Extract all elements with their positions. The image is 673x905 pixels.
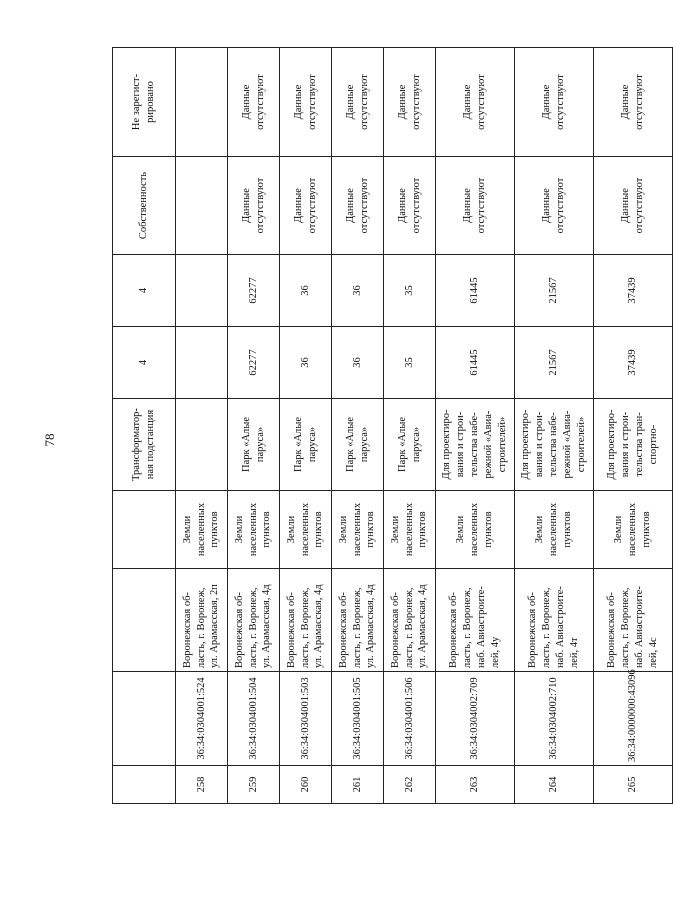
cell-area-b: 37439 xyxy=(594,255,673,327)
table-row xyxy=(384,48,436,804)
cell-registration: Данные отсутствуют xyxy=(228,48,280,157)
cell-area-b: 61445 xyxy=(436,255,515,327)
cell-area-a: 36 xyxy=(332,327,384,399)
cell-area-a xyxy=(176,327,228,399)
cell-cadastral: 36:34:0304001:503 xyxy=(280,672,332,766)
cell-permitted-use: Для проектиро- вания и строи- тельства набе- режной «Авиа- строителей» xyxy=(436,399,515,491)
cell-registration: Данные отсутствуют xyxy=(515,48,594,157)
cell-number: 260 xyxy=(280,766,332,804)
cell-cadastral: 36:34:0304001:506 xyxy=(384,672,436,766)
cell-permitted-use: Для проектиро- вания и строи- тельства набе- режной «Авиа- строителей» xyxy=(515,399,594,491)
cell-permitted-use: Для проектиро- вания и строи- тельства тран- спортно- xyxy=(594,399,673,491)
cell-address xyxy=(113,569,176,672)
cell-land-category: Земли населенных пунктов xyxy=(280,491,332,569)
cell-area-b: 21567 xyxy=(515,255,594,327)
cell-land-category: Земли населенных пунктов xyxy=(384,491,436,569)
cell-registration: Данные отсутствуют xyxy=(384,48,436,157)
cell-number: 262 xyxy=(384,766,436,804)
cell-area-a: 21567 xyxy=(515,327,594,399)
cell-land-category: Земли населенных пунктов xyxy=(436,491,515,569)
cell-land-category xyxy=(113,491,176,569)
cell-registration: Не зарегист- рировано xyxy=(113,48,176,157)
table-row xyxy=(332,48,384,804)
page-number: 78 xyxy=(42,433,57,447)
table-row xyxy=(280,48,332,804)
table-viewport xyxy=(112,48,659,804)
cell-cadastral: 36:34:0304002:709 xyxy=(436,672,515,766)
table-row xyxy=(176,48,228,804)
cell-number: 265 xyxy=(594,766,673,804)
cell-ownership: Данные отсутствуют xyxy=(515,157,594,255)
cell-address: Воронежская об- ласть, г. Воронеж, ул. Арамасская, 4д xyxy=(384,569,436,672)
cell-land-category: Земли населенных пунктов xyxy=(515,491,594,569)
cell-area-b: 36 xyxy=(332,255,384,327)
table-row xyxy=(228,48,280,804)
cell-land-category: Земли населенных пунктов xyxy=(594,491,673,569)
cell-number: 261 xyxy=(332,766,384,804)
data-table xyxy=(112,47,673,804)
cell-registration xyxy=(176,48,228,157)
cell-area-b: 36 xyxy=(280,255,332,327)
cell-permitted-use: Парк «Алые паруса» xyxy=(228,399,280,491)
cell-cadastral: 36:34:0304001:524 xyxy=(176,672,228,766)
cell-ownership: Данные отсутствуют xyxy=(228,157,280,255)
cell-cadastral: 36:34:0304002:710 xyxy=(515,672,594,766)
table-row xyxy=(436,48,515,804)
cell-area-a: 35 xyxy=(384,327,436,399)
cell-number xyxy=(113,766,176,804)
table-header-row xyxy=(113,48,176,804)
cell-area-a: 37439 xyxy=(594,327,673,399)
cell-number: 264 xyxy=(515,766,594,804)
cell-area-b xyxy=(176,255,228,327)
cell-land-category: Земли населенных пунктов xyxy=(176,491,228,569)
cell-area-a: 61445 xyxy=(436,327,515,399)
cell-address: Воронежская об- ласть, г. Воронеж, наб. Авиастроите- лей, 4у xyxy=(436,569,515,672)
cell-permitted-use: Парк «Алые паруса» xyxy=(384,399,436,491)
cell-registration: Данные отсутствуют xyxy=(280,48,332,157)
cell-cadastral xyxy=(113,672,176,766)
cell-area-b: 35 xyxy=(384,255,436,327)
cell-area-a: 62277 xyxy=(228,327,280,399)
cell-land-category: Земли населенных пунктов xyxy=(228,491,280,569)
cell-registration: Данные отсутствуют xyxy=(332,48,384,157)
cell-cadastral: 36:34:0304001:504 xyxy=(228,672,280,766)
cell-address: Воронежская об- ласть, г. Воронеж, наб. Авиастроите- лей, 4с xyxy=(594,569,673,672)
cell-address: Воронежская об- ласть, г. Воронеж, ул. Арамасская, 2п xyxy=(176,569,228,672)
cell-address: Воронежская об- ласть, г. Воронеж, наб. Авиастроите- лей, 4т xyxy=(515,569,594,672)
cell-permitted-use: Трансформатор- ная подстанция xyxy=(113,399,176,491)
table-row xyxy=(594,48,673,804)
cell-ownership: Данные отсутствуют xyxy=(384,157,436,255)
cell-area-b: 4 xyxy=(113,255,176,327)
cell-permitted-use: Парк «Алые паруса» xyxy=(280,399,332,491)
cell-ownership xyxy=(176,157,228,255)
cell-address: Воронежская об- ласть, г. Воронеж, ул. Арамасская, 4д xyxy=(332,569,384,672)
cell-cadastral: 36:34:0304001:505 xyxy=(332,672,384,766)
cell-ownership: Собственность xyxy=(113,157,176,255)
cell-address: Воронежская об- ласть, г. Воронеж, ул. Арамасская, 4д xyxy=(228,569,280,672)
table-row xyxy=(515,48,594,804)
cell-number: 258 xyxy=(176,766,228,804)
cell-area-b: 62277 xyxy=(228,255,280,327)
cell-address: Воронежская об- ласть, г. Воронеж, ул. Арамасская, 4д xyxy=(280,569,332,672)
cell-number: 259 xyxy=(228,766,280,804)
cell-land-category: Земли населенных пунктов xyxy=(332,491,384,569)
cell-cadastral: 36:34:0000000:43096 xyxy=(594,672,673,766)
cell-permitted-use xyxy=(176,399,228,491)
cell-registration: Данные отсутствуют xyxy=(594,48,673,157)
cell-permitted-use: Парк «Алые паруса» xyxy=(332,399,384,491)
cell-area-a: 36 xyxy=(280,327,332,399)
cell-ownership: Данные отсутствуют xyxy=(280,157,332,255)
cell-number: 263 xyxy=(436,766,515,804)
cell-ownership: Данные отсутствуют xyxy=(436,157,515,255)
cell-registration: Данные отсутствуют xyxy=(436,48,515,157)
cell-area-a: 4 xyxy=(113,327,176,399)
cell-ownership: Данные отсутствуют xyxy=(332,157,384,255)
cell-ownership: Данные отсутствуют xyxy=(594,157,673,255)
